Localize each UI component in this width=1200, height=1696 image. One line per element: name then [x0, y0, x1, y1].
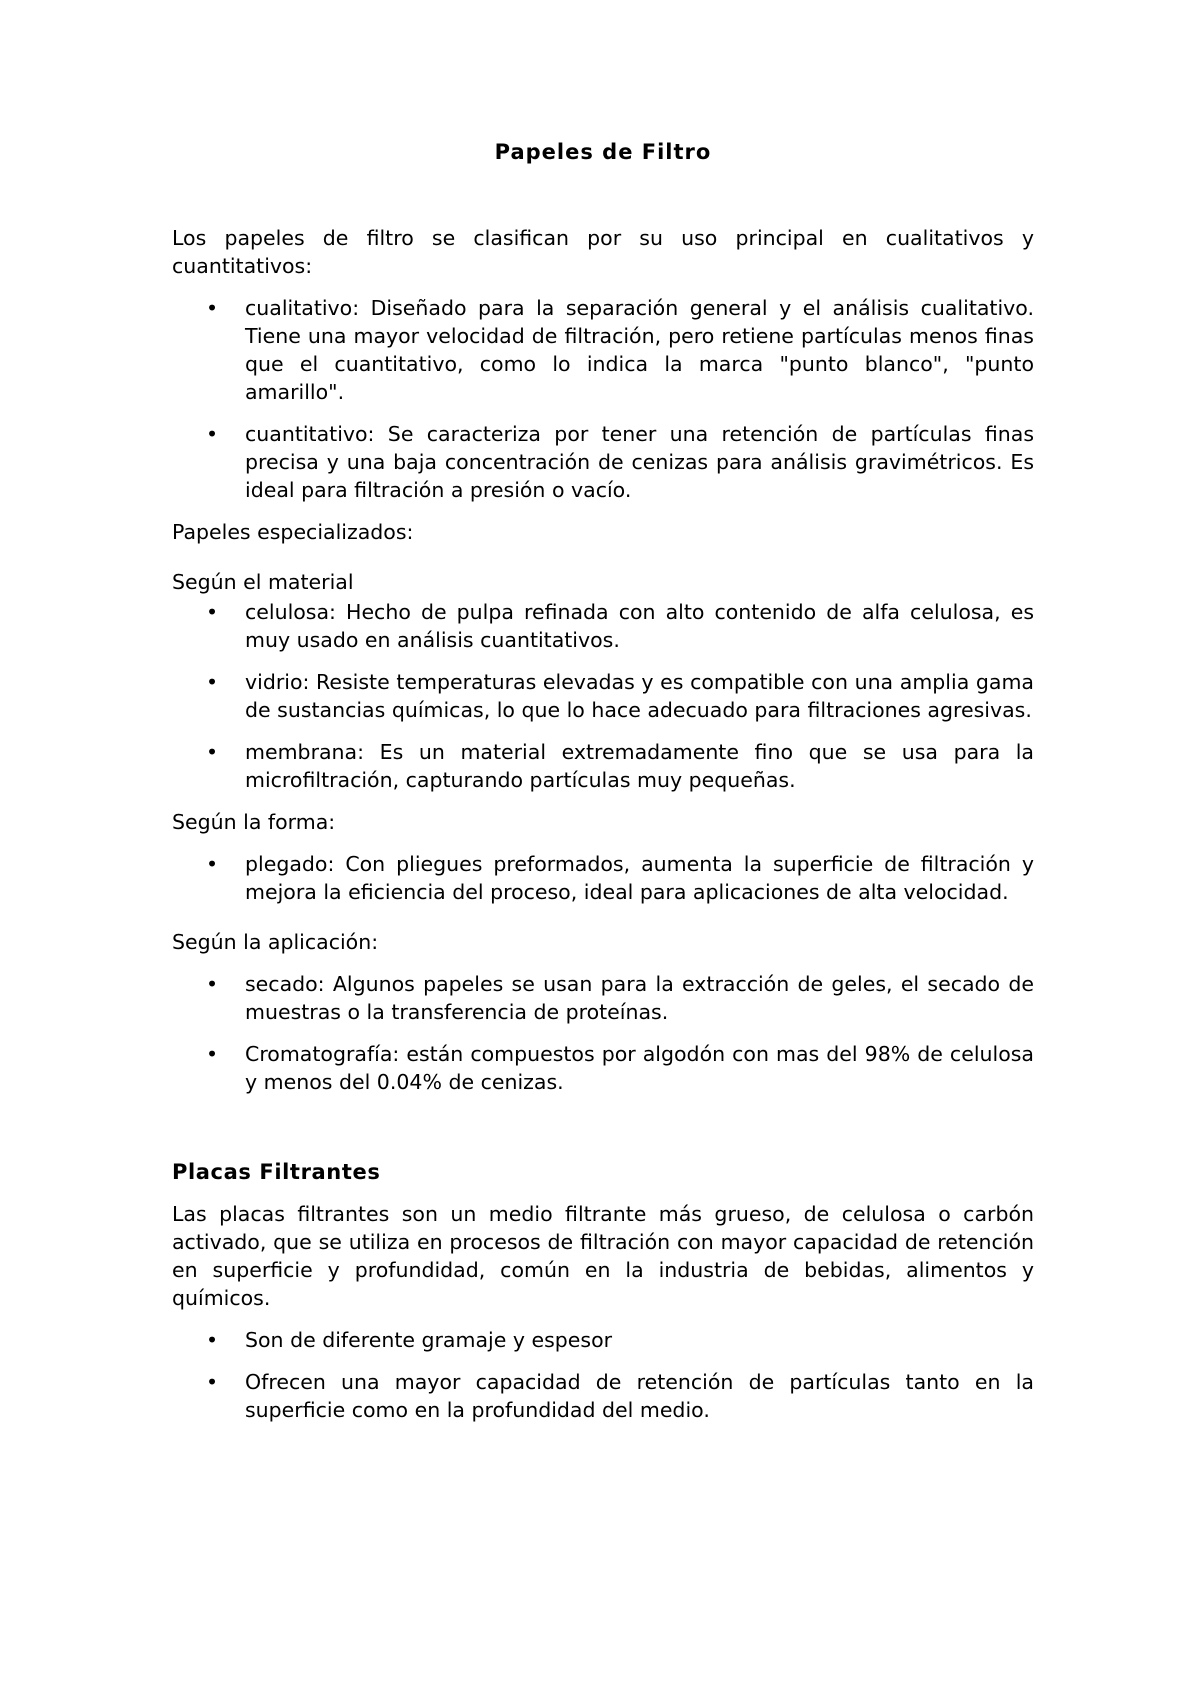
material-heading: Según el material [172, 570, 354, 594]
specialized-heading: Papeles especializados: [172, 520, 414, 544]
plates-list [172, 1326, 1034, 1424]
document-page [172, 138, 1034, 1438]
list-item-text: celulosa: Hecho de pulpa refinada con alto contenido de alfa celulosa, es muy usado en análisis cuantitativos. [245, 600, 1034, 652]
shape-heading: Según la forma: [172, 810, 336, 834]
list-item [172, 738, 1034, 794]
shape-list [172, 850, 1034, 906]
list-item-text: plegado: Con pliegues preformados, aumenta la superficie de filtración y mejora la eficiencia del proceso, ideal para aplicaciones de alta velocidad. [245, 852, 1034, 904]
bullet-icon: • [206, 972, 219, 996]
list-item-text: secado: Algunos papeles se usan para la extracción de geles, el secado de muestras o la transferencia de proteínas. [245, 972, 1034, 1024]
list-item-text: cuantitativo: Se caracteriza por tener una retención de partículas finas precisa y una baja concentración de cenizas para análisis gravimétricos. Es ideal para filtración a presión o vacío. [245, 422, 1034, 502]
material-list [172, 598, 1034, 794]
list-item-text: Ofrecen una mayor capacidad de retención de partículas tanto en la superficie como en la profundidad del medio. [245, 1370, 1034, 1422]
intro-paragraph: Los papeles de filtro se clasifican por su uso principal en cualitativos y cuantitativos: [172, 226, 1034, 278]
bullet-icon: • [206, 852, 219, 876]
bullet-icon: • [206, 1042, 219, 1066]
list-item [172, 598, 1034, 654]
list-item [172, 1368, 1034, 1424]
list-item-text: vidrio: Resiste temperaturas elevadas y es compatible con una amplia gama de sustancias químicas, lo que lo hace adecuado para filtraciones agresivas. [245, 670, 1034, 722]
application-list [172, 970, 1034, 1096]
application-heading: Según la aplicación: [172, 930, 379, 954]
plates-paragraph: Las placas filtrantes son un medio filtrante más grueso, de celulosa o carbón activado, que se utiliza en procesos de filtración con mayor capacidad de retención en superficie y profundidad, común en la industria de bebidas, alimentos y químicos. [172, 1202, 1034, 1310]
list-item-text: Son de diferente gramaje y espesor [245, 1328, 613, 1352]
list-item [172, 420, 1034, 504]
list-item [172, 970, 1034, 1026]
list-item-text: membrana: Es un material extremadamente fino que se usa para la microfiltración, capturando partículas muy pequeñas. [245, 740, 1034, 792]
bullet-icon: • [206, 670, 219, 694]
list-item [172, 294, 1034, 406]
bullet-icon: • [206, 1328, 219, 1352]
bullet-icon: • [206, 296, 219, 320]
bullet-icon: • [206, 422, 219, 446]
classification-list [172, 294, 1034, 504]
list-item-text: Cromatografía: están compuestos por algodón con mas del 98% de celulosa y menos del 0.04% de cenizas. [245, 1042, 1034, 1094]
list-item [172, 1040, 1034, 1096]
bullet-icon: • [206, 1370, 219, 1394]
document-title: Papeles de Filtro [494, 140, 712, 164]
bullet-icon: • [206, 740, 219, 764]
list-item [172, 850, 1034, 906]
list-item-text: cualitativo: Diseñado para la separación general y el análisis cualitativo. Tiene una mayor velocidad de filtración, pero retiene partículas menos finas que el cuantitativo, como lo indica la marca "punto blanco", "punto amarillo". [245, 296, 1034, 404]
list-item [172, 668, 1034, 724]
plates-heading: Placas Filtrantes [172, 1160, 381, 1184]
list-item [172, 1326, 1034, 1354]
bullet-icon: • [206, 600, 219, 624]
